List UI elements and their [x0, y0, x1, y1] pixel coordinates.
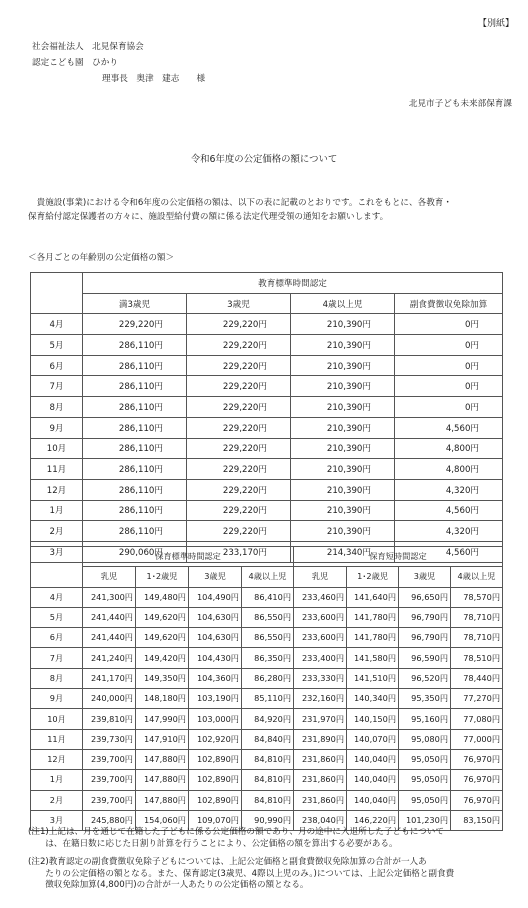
price-cell: 77,270円	[451, 689, 503, 709]
price-cell: 239,810円	[83, 709, 136, 729]
table-row	[31, 628, 503, 648]
price-cell: 4,800円	[395, 438, 503, 459]
price-cell: 77,000円	[451, 729, 503, 749]
price-cell: 286,110円	[83, 355, 187, 376]
month-cell: 9月	[31, 689, 83, 709]
price-cell: 86,410円	[242, 587, 294, 607]
month-cell: 4月	[31, 587, 83, 607]
recipient-org: 社会福祉法人 北見保育協会	[32, 42, 144, 52]
price-cell: 239,730円	[83, 729, 136, 749]
price-cell: 4,800円	[395, 459, 503, 480]
price-cell: 229,220円	[83, 314, 187, 335]
column-header: 4歳以上児	[291, 293, 395, 314]
table-row	[31, 790, 503, 810]
price-cell: 78,570円	[451, 587, 503, 607]
price-cell: 286,110円	[83, 376, 187, 397]
table-row	[31, 438, 503, 459]
price-cell: 102,890円	[189, 749, 242, 769]
price-cell: 141,780円	[347, 607, 399, 627]
column-header: 3歳児	[399, 567, 451, 587]
price-cell: 103,000円	[189, 709, 242, 729]
price-cell: 210,390円	[291, 314, 395, 335]
table-row	[31, 355, 503, 376]
price-cell: 76,970円	[451, 770, 503, 790]
price-cell: 78,710円	[451, 628, 503, 648]
price-cell: 233,170円	[187, 541, 291, 562]
price-cell: 148,180円	[136, 689, 189, 709]
month-cell: 2月	[31, 790, 83, 810]
column-header: 3歳児	[187, 293, 291, 314]
price-cell: 210,390円	[291, 376, 395, 397]
price-cell: 95,350円	[399, 689, 451, 709]
price-cell: 286,110円	[83, 417, 187, 438]
price-cell: 141,510円	[347, 668, 399, 688]
month-cell: 3月	[31, 541, 83, 562]
table-row	[31, 770, 503, 790]
price-cell: 76,970円	[451, 790, 503, 810]
intro-line-2: 保育給付認定保護者の方々に、施設型給付費の額に係る法定代理受領の通知をお願いします。	[28, 212, 389, 222]
price-cell: 140,150円	[347, 709, 399, 729]
price-cell: 241,440円	[83, 628, 136, 648]
table-row	[31, 709, 503, 729]
price-cell: 210,390円	[291, 397, 395, 418]
price-cell: 286,110円	[83, 459, 187, 480]
price-cell: 241,170円	[83, 668, 136, 688]
price-cell: 90,990円	[242, 810, 294, 830]
price-cell: 0円	[395, 314, 503, 335]
price-cell: 239,700円	[83, 770, 136, 790]
price-cell: 96,650円	[399, 587, 451, 607]
section-heading: ＜各月ごとの年齢別の公定価格の額＞	[28, 253, 175, 263]
price-cell: 147,880円	[136, 749, 189, 769]
column-header: 3歳児	[189, 567, 242, 587]
table-row	[31, 479, 503, 500]
table-row	[31, 500, 503, 521]
price-cell: 95,080円	[399, 729, 451, 749]
price-cell: 4,560円	[395, 417, 503, 438]
price-cell: 147,910円	[136, 729, 189, 749]
price-cell: 231,970円	[294, 709, 347, 729]
price-cell: 229,220円	[187, 500, 291, 521]
price-cell: 96,790円	[399, 628, 451, 648]
price-cell: 102,890円	[189, 790, 242, 810]
month-cell: 3月	[31, 810, 83, 830]
price-cell: 149,350円	[136, 668, 189, 688]
price-cell: 229,220円	[187, 335, 291, 356]
group-header: 保育短時間認定	[294, 547, 503, 567]
month-cell: 1月	[31, 500, 83, 521]
price-cell: 231,860円	[294, 749, 347, 769]
table-row	[31, 397, 503, 418]
price-cell: 241,300円	[83, 587, 136, 607]
price-cell: 233,400円	[294, 648, 347, 668]
education-price-table	[30, 272, 503, 563]
price-cell: 141,580円	[347, 648, 399, 668]
price-cell: 149,420円	[136, 648, 189, 668]
price-cell: 104,490円	[189, 587, 242, 607]
price-cell: 229,220円	[187, 459, 291, 480]
month-cell: 7月	[31, 376, 83, 397]
price-cell: 231,860円	[294, 770, 347, 790]
price-cell: 286,110円	[83, 479, 187, 500]
price-cell: 78,440円	[451, 668, 503, 688]
price-cell: 0円	[395, 376, 503, 397]
price-cell: 210,390円	[291, 459, 395, 480]
price-cell: 76,970円	[451, 749, 503, 769]
price-cell: 146,220円	[347, 810, 399, 830]
price-cell: 4,320円	[395, 479, 503, 500]
attachment-tag: 【別紙】	[477, 19, 514, 29]
month-cell: 8月	[31, 668, 83, 688]
price-cell: 141,780円	[347, 628, 399, 648]
month-cell: 12月	[31, 749, 83, 769]
table-row	[31, 607, 503, 627]
price-cell: 286,110円	[83, 397, 187, 418]
column-header: 1･2歳児	[347, 567, 399, 587]
price-cell: 102,890円	[189, 770, 242, 790]
price-cell: 77,080円	[451, 709, 503, 729]
column-header: 副食費徴収免除加算	[395, 293, 503, 314]
price-cell: 96,790円	[399, 607, 451, 627]
month-cell: 9月	[31, 417, 83, 438]
price-cell: 84,920円	[242, 709, 294, 729]
price-cell: 0円	[395, 355, 503, 376]
column-header: 満3歳児	[83, 293, 187, 314]
month-cell: 11月	[31, 729, 83, 749]
price-cell: 231,860円	[294, 790, 347, 810]
price-cell: 104,360円	[189, 668, 242, 688]
price-cell: 233,460円	[294, 587, 347, 607]
column-header: 乳児	[83, 567, 136, 587]
price-cell: 210,390円	[291, 500, 395, 521]
note-line: たりの公定価格の額となる。また、保育認定(3歳児、4際以上児のみ。)については、上記公定価格と副食費	[28, 868, 455, 879]
column-header: 4歳以上児	[242, 567, 294, 587]
price-cell: 85,110円	[242, 689, 294, 709]
price-cell: 104,430円	[189, 648, 242, 668]
price-cell: 210,390円	[291, 335, 395, 356]
childcare-price-table	[30, 546, 503, 831]
price-cell: 83,150円	[451, 810, 503, 830]
price-cell: 210,390円	[291, 521, 395, 542]
price-cell: 96,520円	[399, 668, 451, 688]
price-cell: 78,510円	[451, 648, 503, 668]
price-cell: 233,600円	[294, 628, 347, 648]
table-row	[31, 335, 503, 356]
month-cell: 12月	[31, 479, 83, 500]
price-cell: 241,240円	[83, 648, 136, 668]
price-cell: 229,220円	[187, 438, 291, 459]
price-cell: 86,550円	[242, 628, 294, 648]
price-cell: 140,070円	[347, 729, 399, 749]
price-cell: 95,050円	[399, 749, 451, 769]
price-cell: 286,110円	[83, 500, 187, 521]
month-cell: 1月	[31, 770, 83, 790]
table-row	[31, 668, 503, 688]
price-cell: 147,880円	[136, 790, 189, 810]
month-cell: 6月	[31, 355, 83, 376]
price-cell: 232,160円	[294, 689, 347, 709]
table-row	[31, 587, 503, 607]
group-header: 教育標準時間認定	[83, 273, 503, 294]
price-cell: 233,600円	[294, 607, 347, 627]
price-cell: 210,390円	[291, 479, 395, 500]
price-cell: 4,560円	[395, 541, 503, 562]
recipient-person: 理事長 奥津 建志 様	[102, 74, 206, 84]
month-cell: 10月	[31, 438, 83, 459]
price-cell: 229,220円	[187, 417, 291, 438]
month-cell: 11月	[31, 459, 83, 480]
price-cell: 96,590円	[399, 648, 451, 668]
price-cell: 229,220円	[187, 314, 291, 335]
price-cell: 238,040円	[294, 810, 347, 830]
note-line: (注1)上記は、月を通じて在籍した子どもに係る公定価格の額であり、月の途中に入退所した子どもについて	[28, 827, 444, 837]
price-cell: 286,110円	[83, 335, 187, 356]
month-cell: 10月	[31, 709, 83, 729]
recipient-facility: 認定こども園 ひかり	[32, 58, 118, 68]
table-row	[31, 459, 503, 480]
price-cell: 239,700円	[83, 749, 136, 769]
price-cell: 210,390円	[291, 417, 395, 438]
price-cell: 147,880円	[136, 770, 189, 790]
price-cell: 286,110円	[83, 438, 187, 459]
price-cell: 4,560円	[395, 500, 503, 521]
month-cell: 7月	[31, 648, 83, 668]
month-cell: 5月	[31, 607, 83, 627]
table-row	[31, 749, 503, 769]
price-cell: 0円	[395, 335, 503, 356]
price-cell: 229,220円	[187, 355, 291, 376]
price-cell: 104,630円	[189, 607, 242, 627]
price-cell: 210,390円	[291, 355, 395, 376]
price-cell: 245,880円	[83, 810, 136, 830]
price-cell: 140,040円	[347, 749, 399, 769]
sender: 北見市子ども未来部保育課	[408, 99, 512, 109]
table-row	[31, 376, 503, 397]
price-cell: 86,280円	[242, 668, 294, 688]
price-cell: 95,160円	[399, 709, 451, 729]
price-cell: 149,480円	[136, 587, 189, 607]
column-header: 4歳以上児	[451, 567, 503, 587]
group-header: 保育標準時間認定	[83, 547, 294, 567]
price-cell: 214,340円	[291, 541, 395, 562]
column-header: 乳児	[294, 567, 347, 587]
price-cell: 149,620円	[136, 607, 189, 627]
table-row	[31, 648, 503, 668]
intro-line-1: 貴施設(事業)における令和6年度の公定価格の額は、以下の表に記載のとおりです。これをもとに、各教育・	[28, 198, 452, 208]
table-row	[31, 521, 503, 542]
price-cell: 140,040円	[347, 770, 399, 790]
table-row	[31, 314, 503, 335]
table-row	[31, 417, 503, 438]
month-header-cell	[31, 273, 83, 314]
price-cell: 4,320円	[395, 521, 503, 542]
table-row	[31, 689, 503, 709]
price-cell: 229,220円	[187, 376, 291, 397]
price-cell: 140,340円	[347, 689, 399, 709]
month-header-cell	[31, 547, 83, 588]
price-cell: 241,440円	[83, 607, 136, 627]
price-cell: 210,390円	[291, 438, 395, 459]
price-cell: 84,810円	[242, 790, 294, 810]
month-cell: 2月	[31, 521, 83, 542]
price-cell: 154,060円	[136, 810, 189, 830]
price-cell: 95,050円	[399, 790, 451, 810]
price-cell: 101,230円	[399, 810, 451, 830]
price-cell: 286,110円	[83, 521, 187, 542]
price-cell: 229,220円	[187, 397, 291, 418]
price-cell: 149,620円	[136, 628, 189, 648]
price-cell: 229,220円	[187, 479, 291, 500]
price-cell: 102,920円	[189, 729, 242, 749]
price-cell: 86,350円	[242, 648, 294, 668]
note-line: (注2)教育認定の副食費徴収免除子どもについては、上記公定価格と副食費徴収免除加算の合計が一人あ	[28, 857, 427, 867]
price-cell: 104,630円	[189, 628, 242, 648]
month-cell: 8月	[31, 397, 83, 418]
price-cell: 141,640円	[347, 587, 399, 607]
page-title: 令和6年度の公定価格の額について	[190, 154, 338, 165]
price-cell: 103,190円	[189, 689, 242, 709]
price-cell: 95,050円	[399, 770, 451, 790]
table-row	[31, 729, 503, 749]
price-cell: 109,070円	[189, 810, 242, 830]
price-cell: 84,840円	[242, 729, 294, 749]
price-cell: 0円	[395, 397, 503, 418]
price-cell: 233,330円	[294, 668, 347, 688]
note-1	[28, 827, 444, 850]
note-line: 徴収免除加算(4,800円)の合計が一人あたりの公定価格の額となる。	[28, 880, 309, 890]
note-2	[28, 857, 454, 892]
price-cell: 240,000円	[83, 689, 136, 709]
price-cell: 229,220円	[187, 521, 291, 542]
price-cell: 147,990円	[136, 709, 189, 729]
note-line: は、在籍日数に応じた日割り計算を行うことにより、公定価格の額を算出する必要がある。	[28, 838, 398, 849]
price-cell: 84,810円	[242, 749, 294, 769]
price-cell: 290,060円	[83, 541, 187, 562]
month-cell: 5月	[31, 335, 83, 356]
price-cell: 239,700円	[83, 790, 136, 810]
price-cell: 86,550円	[242, 607, 294, 627]
month-cell: 6月	[31, 628, 83, 648]
price-cell: 84,810円	[242, 770, 294, 790]
column-header: 1･2歳児	[136, 567, 189, 587]
month-cell: 4月	[31, 314, 83, 335]
price-cell: 231,890円	[294, 729, 347, 749]
price-cell: 78,710円	[451, 607, 503, 627]
price-cell: 140,040円	[347, 790, 399, 810]
